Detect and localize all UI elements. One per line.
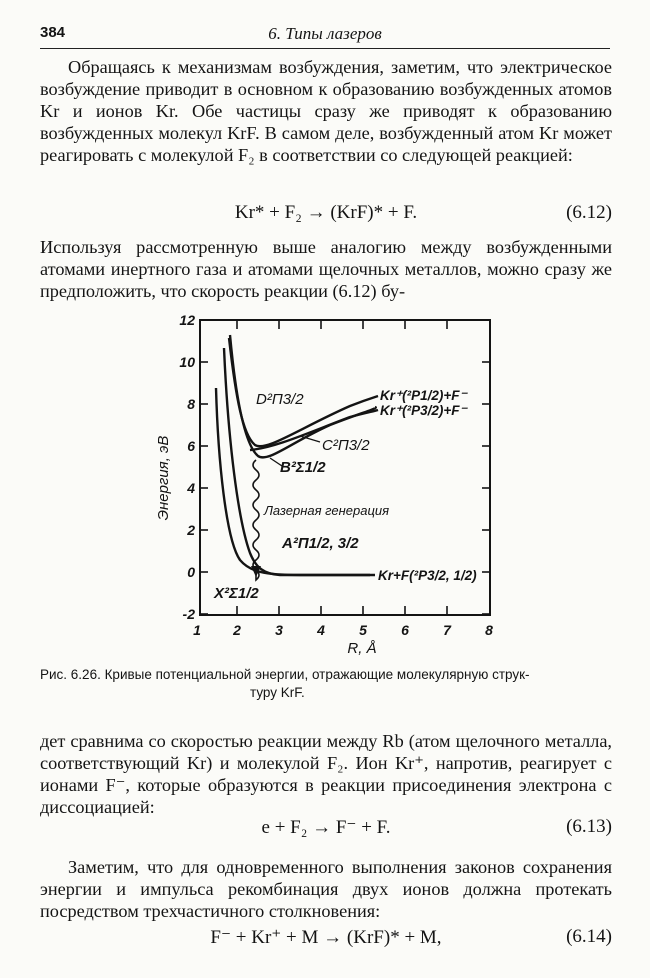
equation-number: (6.13) (566, 816, 612, 837)
equation-6-13 (40, 816, 612, 840)
x-tick-label: 2 (233, 622, 241, 638)
label-a-state: A²Π1/2, 3/2 (282, 535, 359, 552)
y-tick-label: 0 (187, 564, 195, 580)
caption-line-2: туру KrF. (250, 685, 305, 700)
x-axis-label: R, Å (347, 640, 377, 657)
y-tick-label: 2 (187, 522, 195, 538)
x-tick-label: 8 (485, 622, 493, 638)
label-lasing: Лазерная генерация (264, 503, 390, 518)
equation-expression: Kr* + F₂ → (KrF)* + F. (234, 202, 418, 223)
page-number: 384 (40, 24, 66, 41)
label-x-state: X²Σ1/2 (214, 585, 259, 602)
paragraph-3: дет сравнима со скоростью реакции между Rb (атом щелочного металла, соответствующий Kr) и молекулой F₂. Ион Kr⁺, напротив, реагирует с ионами F⁻, которые образуются в реакции присоединения электрона с диссоциацией: (40, 731, 612, 817)
x-tick-label: 1 (193, 622, 201, 638)
equation-6-14 (40, 926, 612, 950)
equation-number: (6.14) (566, 926, 612, 947)
y-tick-label: 10 (179, 354, 195, 370)
label-c-state: C²Π3/2 (322, 437, 370, 454)
page-header (40, 18, 610, 42)
y-tick-label: -2 (182, 606, 195, 622)
label-d-state: D²Π3/2 (256, 391, 304, 408)
paragraph-4: Заметим, что для одновременного выполнения законов сохранения энергии и импульса рекомбинация двух ионов должна протекать посредством трехчастичного столкновения: (40, 857, 612, 921)
equation-expression: F⁻ + Kr⁺ + M → (KrF)* + M, (210, 927, 442, 948)
caption-line-1: Рис. 6.26. Кривые потенциальной энергии, отражающие молекулярную струк- (40, 667, 530, 682)
label-asym-upper1: Kr⁺(²P1/2)+F⁻ (380, 388, 467, 403)
label-asym-lower: Kr+F(²P3/2, 1/2) (378, 568, 477, 583)
header-rule (40, 48, 610, 49)
running-head: 6. Типы лазеров (268, 24, 382, 43)
x-tick-label: 4 (317, 622, 325, 638)
y-tick-label: 6 (187, 438, 195, 454)
equation-6-12 (40, 202, 612, 226)
paragraph-1: Обращаясь к механизмам возбуждения, заметим, что электрическое возбуждение приводит в основном к образованию возбужденных атомов Kr и ионов Kr. Обе частицы сразу же приводят к образованию возбужденных молекул KrF. В самом деле, возбужденный атом Kr может реагировать с молекулой F₂ в соответствии со следующей реакцией: (40, 57, 612, 165)
y-tick-label: 4 (187, 480, 195, 496)
x-tick-label: 6 (401, 622, 409, 638)
equation-expression: e + F₂ → F⁻ + F. (261, 817, 391, 838)
figure-caption (40, 666, 612, 702)
y-tick-label: 8 (187, 396, 195, 412)
label-asym-upper2: Kr⁺(²P3/2)+F⁻ (380, 403, 467, 418)
label-b-state: B²Σ1/2 (280, 459, 326, 476)
paragraph-2: Используя рассмотренную выше аналогию между возбужденными атомами инертного газа и атомами щелочных металлов, можно сразу же предположить, что скорость реакции (6.12) бу- (40, 237, 612, 301)
y-tick-label: 12 (179, 312, 195, 328)
y-axis-label: Энергия, эВ (155, 435, 172, 521)
x-tick-label: 7 (443, 622, 451, 638)
equation-number: (6.12) (566, 202, 612, 223)
x-tick-label: 5 (359, 622, 367, 638)
potential-energy-figure (0, 310, 650, 660)
x-tick-label: 3 (275, 622, 283, 638)
